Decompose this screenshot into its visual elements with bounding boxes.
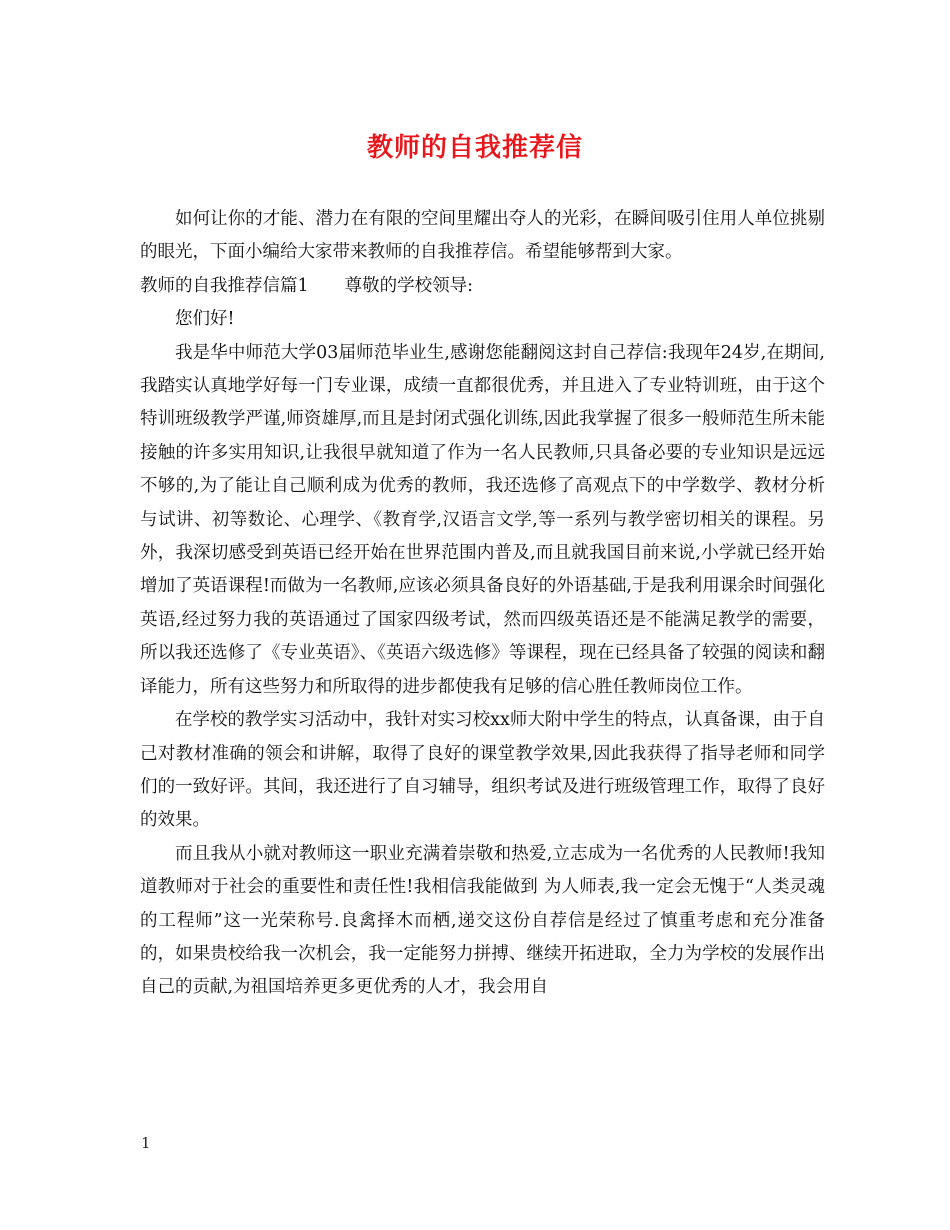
salutation: 尊敬的学校领导: xyxy=(344,275,474,296)
body-paragraph: 我是华中师范大学03届师范毕业生,感谢您能翻阅这封自己荐信:我现年24岁,在期间,我踏实认真地学好每一门专业课，成绩一直都很优秀，并且进入了专业特训班，由于这个特训班级教学严谨,师资雄厚,而且是封闭式强化训练,因此我掌握了很多一般师范生所未能接触的许多实用知识,让我很早就知道了作为一名人民教师,只具备必要的专业知识是远远不够的,为了能让自己顺利成为优秀的教师，我还选修了高观点下的中学数学、教材分析与试讲、初等数论、心理学、《教育学,汉语言文学,等一系列与教学密切相关的课程。另外，我深切感受到英语已经开始在世界范围内普及,而且就我国目前来说,小学就已经开始增加了英语课程!而做为一名教师,应该必须具备良好的外语基础,于是我利用课余时间强化英语,经过努力我的英语通过了国家四级考试，然而四级英语还是不能满足教学的需要，所以我还选修了《专业英语》、《英语六级选修》等课程，现在已经具备了较强的阅读和翻译能力，所有这些努力和所取得的进步都使我有足够的信心胜任教师岗位工作。 xyxy=(140,342,825,697)
intro-paragraph: 如何让你的才能、潜力在有限的空间里耀出夺人的光彩，在瞬间吸引住用人单位挑剔的眼光，下面小编给大家带来教师的自我推荐信。希望能够帮到大家。 xyxy=(140,209,825,263)
body-paragraph: 在学校的教学实习活动中，我针对实习校xx师大附中学生的特点，认真备课，由于自己对教材准确的领会和讲解，取得了良好的课堂教学效果,因此我获得了指导老师和同学们的一致好评。其间，我还进行了自习辅导，组织考试及进行班级管理工作，取得了良好的效果。 xyxy=(140,710,825,831)
document-title: 教师的自我推荐信 xyxy=(366,133,583,163)
document-body xyxy=(140,203,825,1005)
section-heading-line xyxy=(140,270,825,303)
body-paragraph: 而且我从小就对教师这一职业充满着崇敬和热爱,立志成为一名优秀的人民教师!我知道教师对于社会的重要性和责任性!我相信我能做到 为人师表,我一定会无愧于“人类灵魂的工程师”这一光荣称号.良禽择木而栖,递交这份自荐信是经过了慎重考虑和充分准备的，如果贵校给我一次机会，我一定能努力拼搏、继续开拓进取，全力为学校的发展作出自己的贡献,为祖国培养更多更优秀的人才，我会用自 xyxy=(140,843,825,998)
greeting: 您们好! xyxy=(175,309,235,330)
section-heading: 教师的自我推荐信篇1 xyxy=(140,275,309,296)
page-number: 1 xyxy=(141,1134,151,1152)
